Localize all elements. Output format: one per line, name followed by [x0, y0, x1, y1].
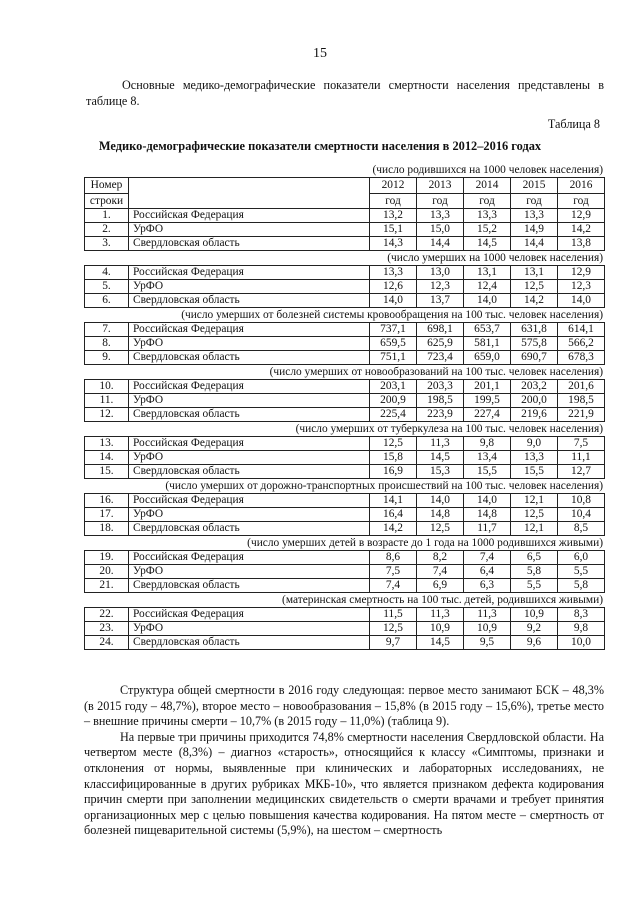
value-cell: 581,1 — [464, 337, 511, 351]
table-title: Медико-демографические показатели смертности населения в 2012–2016 годах — [98, 139, 542, 153]
section-table — [84, 379, 605, 422]
value-cell: 219,6 — [511, 408, 558, 422]
value-cell: 575,8 — [511, 337, 558, 351]
value-cell: 14,0 — [558, 294, 605, 308]
value-cell: 690,7 — [511, 351, 558, 365]
value-cell: 7,5 — [370, 565, 417, 579]
section-caption: (число родившихся на 1000 человек населения) — [372, 164, 603, 176]
table-row — [85, 394, 605, 408]
row-number: 20. — [85, 565, 129, 579]
header-year-sub: год — [464, 194, 511, 209]
value-cell: 198,5 — [558, 394, 605, 408]
section-caption: (число умерших от новообразований на 100 тыс. человек населения) — [269, 366, 603, 378]
section-caption: (число умерших от болезней системы кровообращения на 100 тыс. человек населения) — [181, 309, 603, 321]
table-row — [85, 551, 605, 565]
region-name: Российская Федерация — [129, 551, 370, 565]
row-number: 9. — [85, 351, 129, 365]
value-cell: 14,0 — [370, 294, 417, 308]
value-cell: 9,8 — [558, 622, 605, 636]
value-cell: 12,1 — [511, 522, 558, 536]
row-number: 24. — [85, 636, 129, 650]
value-cell: 12,4 — [464, 280, 511, 294]
region-name: УрФО — [129, 508, 370, 522]
value-cell: 14,8 — [464, 508, 511, 522]
table-row — [85, 380, 605, 394]
mortality-table — [84, 163, 604, 650]
table-row — [85, 465, 605, 479]
region-name: Российская Федерация — [129, 494, 370, 508]
table-row — [85, 451, 605, 465]
value-cell: 12,1 — [511, 494, 558, 508]
value-cell: 678,3 — [558, 351, 605, 365]
table-row — [85, 494, 605, 508]
region-name: Российская Федерация — [129, 437, 370, 451]
header-blank — [129, 194, 370, 209]
value-cell: 10,9 — [511, 608, 558, 622]
value-cell: 614,1 — [558, 323, 605, 337]
value-cell: 12,5 — [511, 280, 558, 294]
value-cell: 14,4 — [417, 237, 464, 251]
value-cell: 13,1 — [464, 266, 511, 280]
row-number: 22. — [85, 608, 129, 622]
value-cell: 13,7 — [417, 294, 464, 308]
region-name: Свердловская область — [129, 408, 370, 422]
value-cell: 15,3 — [417, 465, 464, 479]
value-cell: 15,0 — [417, 223, 464, 237]
value-cell: 203,1 — [370, 380, 417, 394]
section-table — [84, 322, 605, 365]
region-name: Российская Федерация — [129, 323, 370, 337]
value-cell: 12,9 — [558, 209, 605, 223]
value-cell: 14,0 — [464, 494, 511, 508]
table-row — [85, 351, 605, 365]
value-cell: 198,5 — [417, 394, 464, 408]
header-year: 2012 — [370, 178, 417, 194]
value-cell: 625,9 — [417, 337, 464, 351]
value-cell: 659,5 — [370, 337, 417, 351]
value-cell: 5,5 — [558, 565, 605, 579]
row-number: 2. — [85, 223, 129, 237]
value-cell: 10,4 — [558, 508, 605, 522]
header-row-number: строки — [85, 194, 129, 209]
value-cell: 13,3 — [370, 266, 417, 280]
value-cell: 12,9 — [558, 266, 605, 280]
value-cell: 9,6 — [511, 636, 558, 650]
row-number: 8. — [85, 337, 129, 351]
value-cell: 14,0 — [464, 294, 511, 308]
region-name: УрФО — [129, 565, 370, 579]
table-row — [85, 294, 605, 308]
header-year: 2015 — [511, 178, 558, 194]
value-cell: 14,9 — [511, 223, 558, 237]
value-cell: 16,4 — [370, 508, 417, 522]
value-cell: 201,1 — [464, 380, 511, 394]
table-row — [85, 237, 605, 251]
value-cell: 6,5 — [511, 551, 558, 565]
region-name: УрФО — [129, 223, 370, 237]
region-name: Свердловская область — [129, 237, 370, 251]
value-cell: 9,5 — [464, 636, 511, 650]
paragraph: На первые три причины приходится 74,8% смертности населения Свердловской области. На четвертом месте (8,3%) – диагноз «старость», относящийся к классу «Симптомы, признаки и отклонения от нормы, выявленные при клинических и лабораторных исследованиях, не классифицированные в других рубриках МКБ-10», что является признаком дефекта кодирования причин смерти при заполнении медицинских свидетельств о смерти врачами и требует принятия организационных мер с целью повышения качества кодирования. На пятом месте – смертность от болезней пищеварительной системы (5,9%), на шестом – смертность — [84, 729, 604, 838]
value-cell: 14,5 — [417, 636, 464, 650]
header-row-years — [85, 178, 605, 194]
row-number: 14. — [85, 451, 129, 465]
header-year-sub: год — [417, 194, 464, 209]
page-number: 15 — [313, 46, 327, 61]
header-row-sub — [85, 194, 605, 209]
value-cell: 9,8 — [464, 437, 511, 451]
paragraph: Структура общей смертности в 2016 году следующая: первое место занимают БСК – 48,3% (в 2015 году – 48,7%), второе место – новообразования – 15,8% (в 2015 году – 15,6%), третье место – внешние причины смерти – 10,7% (в 2015 году – 11,0%) (таблица 9). — [84, 683, 604, 729]
region-name: Свердловская область — [129, 579, 370, 593]
value-cell: 9,2 — [511, 622, 558, 636]
value-cell: 12,5 — [511, 508, 558, 522]
region-name: УрФО — [129, 451, 370, 465]
value-cell: 10,8 — [558, 494, 605, 508]
section-caption: (число умерших детей в возрасте до 1 года на 1000 родившихся живыми) — [247, 537, 603, 549]
value-cell: 13,0 — [417, 266, 464, 280]
value-cell: 12,5 — [417, 522, 464, 536]
value-cell: 14,5 — [417, 451, 464, 465]
value-cell: 11,3 — [464, 608, 511, 622]
header-year-sub: год — [511, 194, 558, 209]
body-text — [84, 683, 604, 839]
value-cell: 16,9 — [370, 465, 417, 479]
table-row — [85, 223, 605, 237]
table-row — [85, 622, 605, 636]
row-number: 16. — [85, 494, 129, 508]
section-table — [84, 550, 605, 593]
value-cell: 14,4 — [511, 237, 558, 251]
region-name: Российская Федерация — [129, 608, 370, 622]
value-cell: 227,4 — [464, 408, 511, 422]
value-cell: 14,2 — [558, 223, 605, 237]
value-cell: 15,1 — [370, 223, 417, 237]
value-cell: 13,8 — [558, 237, 605, 251]
value-cell: 14,5 — [464, 237, 511, 251]
region-name: Российская Федерация — [129, 209, 370, 223]
region-name: Свердловская область — [129, 522, 370, 536]
row-number: 1. — [85, 209, 129, 223]
value-cell: 7,4 — [370, 579, 417, 593]
row-number: 6. — [85, 294, 129, 308]
table-row — [85, 636, 605, 650]
value-cell: 14,0 — [417, 494, 464, 508]
value-cell: 11,3 — [417, 437, 464, 451]
value-cell: 12,5 — [370, 622, 417, 636]
value-cell: 6,9 — [417, 579, 464, 593]
value-cell: 13,3 — [464, 209, 511, 223]
table-row — [85, 280, 605, 294]
value-cell: 201,6 — [558, 380, 605, 394]
value-cell: 203,2 — [511, 380, 558, 394]
value-cell: 13,1 — [511, 266, 558, 280]
region-name: Свердловская область — [129, 465, 370, 479]
row-number: 18. — [85, 522, 129, 536]
value-cell: 6,0 — [558, 551, 605, 565]
value-cell: 13,3 — [417, 209, 464, 223]
value-cell: 13,4 — [464, 451, 511, 465]
row-number: 7. — [85, 323, 129, 337]
region-name: УрФО — [129, 394, 370, 408]
value-cell: 566,2 — [558, 337, 605, 351]
section-caption: (число умерших от дорожно-транспортных происшествий на 100 тыс. человек населения) — [165, 480, 603, 492]
row-number: 13. — [85, 437, 129, 451]
section-caption: (материнская смертность на 100 тыс. детей, родившихся живыми) — [282, 594, 603, 606]
value-cell: 9,7 — [370, 636, 417, 650]
value-cell: 203,3 — [417, 380, 464, 394]
section-caption: (число умерших от туберкулеза на 100 тыс. человек населения) — [295, 423, 603, 435]
value-cell: 5,8 — [511, 565, 558, 579]
value-cell: 8,5 — [558, 522, 605, 536]
table-row — [85, 608, 605, 622]
row-number: 17. — [85, 508, 129, 522]
value-cell: 751,1 — [370, 351, 417, 365]
value-cell: 7,4 — [417, 565, 464, 579]
value-cell: 221,9 — [558, 408, 605, 422]
row-number: 23. — [85, 622, 129, 636]
value-cell: 10,9 — [464, 622, 511, 636]
value-cell: 225,4 — [370, 408, 417, 422]
value-cell: 9,0 — [511, 437, 558, 451]
value-cell: 7,4 — [464, 551, 511, 565]
section-table — [84, 493, 605, 536]
value-cell: 12,6 — [370, 280, 417, 294]
value-cell: 12,3 — [417, 280, 464, 294]
table-row — [85, 337, 605, 351]
value-cell: 200,0 — [511, 394, 558, 408]
value-cell: 12,7 — [558, 465, 605, 479]
section-caption: (число умерших на 1000 человек населения) — [387, 252, 603, 264]
value-cell: 653,7 — [464, 323, 511, 337]
value-cell: 737,1 — [370, 323, 417, 337]
value-cell: 11,5 — [370, 608, 417, 622]
value-cell: 11,7 — [464, 522, 511, 536]
value-cell: 12,5 — [370, 437, 417, 451]
value-cell: 15,8 — [370, 451, 417, 465]
row-number: 4. — [85, 266, 129, 280]
value-cell: 11,1 — [558, 451, 605, 465]
value-cell: 14,3 — [370, 237, 417, 251]
region-name: Свердловская область — [129, 351, 370, 365]
value-cell: 14,2 — [511, 294, 558, 308]
value-cell: 14,8 — [417, 508, 464, 522]
row-number: 12. — [85, 408, 129, 422]
value-cell: 10,0 — [558, 636, 605, 650]
header-year: 2014 — [464, 178, 511, 194]
value-cell: 723,4 — [417, 351, 464, 365]
value-cell: 13,2 — [370, 209, 417, 223]
section-table — [84, 265, 605, 308]
intro-paragraph: Основные медико-демографические показатели смертности населения представлены в таблице 8. — [86, 78, 604, 108]
region-name: Российская Федерация — [129, 380, 370, 394]
value-cell: 8,3 — [558, 608, 605, 622]
table-row — [85, 408, 605, 422]
header-year-sub: год — [370, 194, 417, 209]
row-number: 19. — [85, 551, 129, 565]
value-cell: 631,8 — [511, 323, 558, 337]
region-name: УрФО — [129, 337, 370, 351]
value-cell: 15,2 — [464, 223, 511, 237]
table-row — [85, 522, 605, 536]
value-cell: 13,3 — [511, 451, 558, 465]
value-cell: 15,5 — [511, 465, 558, 479]
value-cell: 223,9 — [417, 408, 464, 422]
value-cell: 8,2 — [417, 551, 464, 565]
header-year: 2013 — [417, 178, 464, 194]
header-year-sub: год — [558, 194, 605, 209]
value-cell: 6,4 — [464, 565, 511, 579]
value-cell: 14,2 — [370, 522, 417, 536]
table-row — [85, 323, 605, 337]
row-number: 3. — [85, 237, 129, 251]
row-number: 15. — [85, 465, 129, 479]
row-number: 11. — [85, 394, 129, 408]
section-table — [84, 436, 605, 479]
table-row — [85, 437, 605, 451]
region-name: Свердловская область — [129, 294, 370, 308]
section-table — [84, 177, 605, 251]
table-row — [85, 508, 605, 522]
table-row — [85, 209, 605, 223]
section-table — [84, 607, 605, 650]
value-cell: 14,1 — [370, 494, 417, 508]
table-row — [85, 579, 605, 593]
value-cell: 10,9 — [417, 622, 464, 636]
value-cell: 12,3 — [558, 280, 605, 294]
header-blank — [129, 178, 370, 194]
value-cell: 698,1 — [417, 323, 464, 337]
value-cell: 15,5 — [464, 465, 511, 479]
row-number: 21. — [85, 579, 129, 593]
value-cell: 199,5 — [464, 394, 511, 408]
value-cell: 5,8 — [558, 579, 605, 593]
region-name: УрФО — [129, 622, 370, 636]
value-cell: 13,3 — [511, 209, 558, 223]
table-row — [85, 565, 605, 579]
header-row-number: Номер — [85, 178, 129, 194]
value-cell: 6,3 — [464, 579, 511, 593]
value-cell: 200,9 — [370, 394, 417, 408]
region-name: Российская Федерация — [129, 266, 370, 280]
table-row — [85, 266, 605, 280]
value-cell: 7,5 — [558, 437, 605, 451]
header-year: 2016 — [558, 178, 605, 194]
value-cell: 8,6 — [370, 551, 417, 565]
value-cell: 659,0 — [464, 351, 511, 365]
region-name: УрФО — [129, 280, 370, 294]
region-name: Свердловская область — [129, 636, 370, 650]
table-label: Таблица 8 — [547, 117, 600, 131]
row-number: 5. — [85, 280, 129, 294]
value-cell: 5,5 — [511, 579, 558, 593]
row-number: 10. — [85, 380, 129, 394]
value-cell: 11,3 — [417, 608, 464, 622]
